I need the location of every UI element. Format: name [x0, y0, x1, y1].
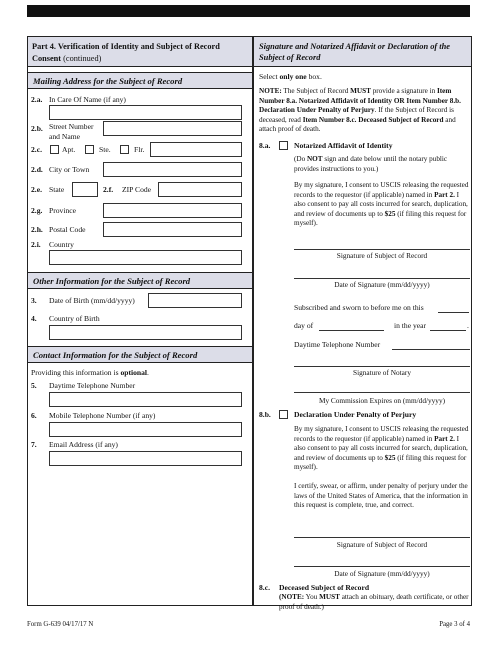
- notary-phone-line[interactable]: [392, 349, 470, 350]
- instr-text-1: (Do: [294, 155, 307, 163]
- in-year-label: in the year: [394, 321, 427, 330]
- ste-label: Ste.: [99, 145, 111, 154]
- deceased-title: Deceased Subject of Record: [279, 583, 370, 592]
- postal-label: Postal Code: [49, 225, 86, 234]
- month-line[interactable]: [319, 330, 384, 331]
- signature-line-a[interactable]: [294, 249, 470, 250]
- part-title: Part 4. Verification of Identity and Subject of Record Consent: [32, 42, 220, 63]
- part-continued: (continued): [63, 54, 102, 63]
- mobile-field[interactable]: [49, 422, 242, 437]
- year-period: .: [467, 321, 469, 330]
- affidavit-title: Notarized Affidavit of Identity: [294, 141, 393, 150]
- apt-label: Apt.: [62, 145, 76, 154]
- perjury-checkbox[interactable]: [279, 410, 288, 419]
- select-bold: only one: [279, 72, 307, 81]
- column-divider: [252, 36, 254, 606]
- country-field[interactable]: [49, 250, 242, 265]
- state-label: State: [49, 185, 65, 194]
- top-bar: [27, 5, 470, 17]
- select-suffix: box.: [306, 72, 322, 81]
- deceased-note-text-2: attach an obituary, death certificate, or other proof of death.): [279, 593, 469, 611]
- consent-b-text-2: I also consent to pay all costs incurred for search, duplication, and review of documents up to: [294, 434, 468, 462]
- item-2d-number: 2.d.: [31, 165, 43, 174]
- item-2h-number: 2.h.: [31, 225, 43, 234]
- signature-note: [259, 87, 469, 135]
- city-label: City or Town: [49, 165, 90, 174]
- consent-b-text-1: By my signature, I consent to USCIS releasing the requested records to the requestor (if applicable) named in: [294, 425, 469, 443]
- unit-number-field[interactable]: [150, 142, 242, 157]
- contact-intro-text: Providing this information is: [31, 368, 121, 377]
- note-text-3: . If the Subject of Record is deceased, read: [259, 106, 454, 124]
- day-of-label: day of: [294, 321, 314, 330]
- signature-label-a: Signature of Subject of Record: [336, 251, 428, 260]
- postal-field[interactable]: [103, 222, 242, 237]
- phone-field[interactable]: [49, 392, 242, 407]
- note-text-1: The Subject of Record: [281, 87, 351, 95]
- affidavit-consent: [294, 181, 470, 229]
- consent-a-amount: $25: [384, 209, 396, 218]
- email-field[interactable]: [49, 451, 242, 466]
- in-care-field[interactable]: [49, 105, 242, 120]
- item-6-number: 6.: [31, 411, 37, 420]
- apt-checkbox[interactable]: [50, 145, 59, 154]
- item-2c-number: 2.c.: [31, 145, 42, 154]
- date-line-b[interactable]: [294, 566, 470, 567]
- item-7-number: 7.: [31, 440, 37, 449]
- item-4-number: 4.: [31, 314, 37, 323]
- contact-intro: Providing this information is optional.: [31, 368, 149, 377]
- date-line-a[interactable]: [294, 278, 470, 279]
- flr-checkbox[interactable]: [120, 145, 129, 154]
- item-2a-number: 2.a.: [31, 95, 43, 104]
- consent-a-text-3: (if filing this request for myself).: [294, 209, 467, 228]
- email-label: Email Address (if any): [49, 440, 118, 449]
- province-field[interactable]: [103, 203, 242, 218]
- select-prefix: Select: [259, 72, 280, 81]
- contact-heading: Contact Information for the Subject of Record: [28, 346, 252, 363]
- instr-text-2: sign and date below until the notary public provides instructions to you.): [294, 155, 448, 173]
- form-id: Form G-639 04/17/17 N: [27, 621, 94, 628]
- dob-label: Date of Birth (mm/dd/yyyy): [49, 296, 135, 305]
- page-number: Page 3 of 4: [439, 621, 470, 628]
- city-field[interactable]: [103, 162, 242, 177]
- signature-line-b[interactable]: [294, 537, 470, 538]
- perjury-title: Declaration Under Penalty of Perjury: [294, 410, 417, 419]
- cob-field[interactable]: [49, 325, 242, 340]
- note-text-4: and attach proof of death.: [259, 115, 456, 134]
- commission-line[interactable]: [294, 392, 470, 393]
- consent-a-part: Part 2.: [434, 190, 455, 199]
- state-select[interactable]: [72, 182, 98, 197]
- item-8a-number: 8.a.: [259, 141, 271, 150]
- item-5-number: 5.: [31, 381, 37, 390]
- mailing-heading: Mailing Address for the Subject of Record: [28, 72, 252, 89]
- deceased-note: [279, 593, 471, 612]
- phone-label: Daytime Telephone Number: [49, 381, 136, 390]
- consent-a-text-2: I also consent to pay all costs incurred for search, duplication, and review of documents up to: [294, 190, 468, 218]
- flr-label: Flr.: [134, 145, 145, 154]
- zip-label: ZIP Code: [122, 185, 152, 194]
- date-label-a: Date of Signature (mm/dd/yyyy): [334, 280, 430, 289]
- deceased-note-label: (NOTE:: [279, 593, 305, 601]
- in-care-label: In Care Of Name (if any): [49, 95, 126, 104]
- signature-label-b: Signature of Subject of Record: [336, 540, 428, 549]
- deceased-note-must: MUST: [319, 593, 340, 601]
- note-items: Item Number 8.a. Notarized Affidavit of Identity OR Item Number 8.b. Declaration Under Penalty of Perjury: [259, 87, 461, 115]
- consent-b-part: Part 2.: [434, 434, 455, 443]
- note-label: NOTE:: [259, 87, 282, 95]
- consent-b-text-3: (if filing this request for myself).: [294, 453, 467, 472]
- other-heading: Other Information for the Subject of Record: [28, 272, 252, 289]
- signature-heading: Signature and Notarized Affidavit or Declaration of the Subject of Record: [254, 37, 471, 67]
- note-item-c: Item Number 8.c. Deceased Subject of Record: [302, 115, 444, 124]
- ste-checkbox[interactable]: [85, 145, 94, 154]
- notary-signature-label: Signature of Notary: [353, 368, 411, 377]
- perjury-certification: I certify, swear, or affirm, under penalty of perjury under the laws of the United States of America, that the information in this request is complete, true, and correct.: [294, 482, 468, 510]
- notary-signature-line[interactable]: [294, 366, 470, 367]
- item-2f-number: 2.f.: [103, 185, 114, 194]
- date-label-b: Date of Signature (mm/dd/yyyy): [334, 569, 430, 578]
- item-2e-number: 2.e.: [31, 185, 42, 194]
- affidavit-instruction: [294, 155, 470, 174]
- item-8b-number: 8.b.: [259, 410, 271, 419]
- country-label: Country: [49, 240, 74, 249]
- sworn-label: Subscribed and sworn to before me on this: [294, 303, 424, 312]
- zip-field[interactable]: [158, 182, 242, 197]
- note-must: MUST: [350, 87, 371, 95]
- year-line[interactable]: [430, 330, 466, 331]
- select-instruction: [259, 72, 322, 82]
- item-2g-number: 2.g.: [31, 206, 43, 215]
- dob-field[interactable]: [148, 293, 242, 308]
- consent-a-text-1: By my signature, I consent to USCIS releasing the requested records to the requestor (if applicable) named in: [294, 181, 469, 199]
- consent-b-amount: $25: [384, 453, 396, 462]
- instr-not: NOT: [306, 155, 323, 163]
- street-field[interactable]: [103, 121, 242, 136]
- cob-label: Country of Birth: [49, 314, 100, 323]
- item-3-number: 3.: [31, 296, 37, 305]
- mobile-label: Mobile Telephone Number (if any): [49, 411, 156, 420]
- affidavit-checkbox[interactable]: [279, 141, 288, 150]
- note-text-2: provide a signature in: [370, 87, 437, 95]
- item-8c-number: 8.c.: [259, 583, 270, 592]
- item-2i-number: 2.i.: [31, 240, 41, 249]
- notary-phone-label: Daytime Telephone Number: [294, 340, 381, 349]
- deceased-note-text-1: You: [304, 593, 320, 601]
- street-label: Street Number and Name: [49, 122, 94, 141]
- part-header: [28, 37, 252, 67]
- perjury-consent: [294, 425, 470, 473]
- sworn-day-line[interactable]: [438, 312, 469, 313]
- province-label: Province: [49, 206, 76, 215]
- item-2b-number: 2.b.: [31, 124, 43, 133]
- commission-label: My Commission Expires on (mm/dd/yyyy): [318, 396, 446, 405]
- contact-intro-optional: optional: [120, 368, 148, 377]
